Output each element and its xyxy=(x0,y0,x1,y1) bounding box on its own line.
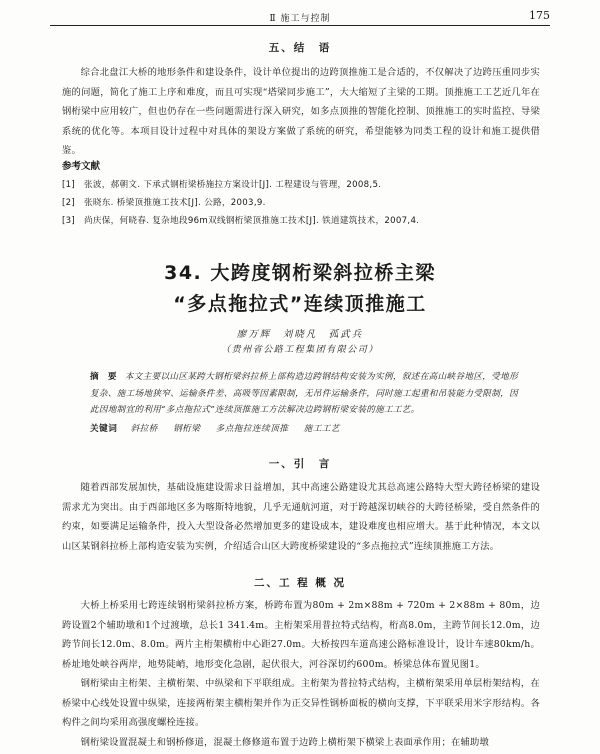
keyword: 斜拉桥 xyxy=(130,424,158,434)
introduction-paragraph: 随着西部发展加快，基础设施建设需求日益增加，其中高速公路建设尤其总高速公路特大型大跨径桥梁的建设需求尤为突出。由于西部地区多为喀斯特地貌，几乎无通航河道，对于跨越深切峡谷的大跨径桥梁，受自然条件的约束，如要满足运输条件，投入大型设备必然增加更多的建设成本，建设难度也相应增大。基于此种情况，本文以山区某钢斜拉桥上部构造安装为实例，介绍适合山区大跨度桥梁建设的“多点拖拉式”连续顶推施工方法。 xyxy=(62,482,540,552)
introduction-heading: 一、引 言 xyxy=(268,458,332,470)
abstract xyxy=(90,369,518,419)
references-title: 参考文献 xyxy=(62,161,101,172)
overview-paragraph-3: 钢桁梁设置混凝土和钢桥修道，混凝土修修道布置于边跨上横桁架下横梁上表面承作用；在辅助墩 xyxy=(80,737,489,748)
abstract-label: 摘 要 xyxy=(90,372,117,382)
keywords xyxy=(90,422,518,434)
running-header xyxy=(50,8,550,26)
reference-list xyxy=(62,176,542,230)
overview-paragraph-2: 钢桁梁由主桁架、主横桁架、中纵梁和下平联组成。主桁架为普拉特式结构，主横桁架采用单层桁架结构，在桥梁中心线处设置中纵梁，连接两桁架主横桁架并作为正交异性钢桥面板的横向支撑，下平联采用米字形结构。各构件之间均采用高强度螺栓连接。 xyxy=(62,678,540,728)
conclusion-paragraph: 综合北盘江大桥的地形条件和建设条件，设计单位提出的边跨顶推施工是合适的，不仅解决了边跨压重同步实施的问题，简化了施工上序和难度，而且可实现“塔梁同步施工”，大大缩短了主梁的工期。顶推施工工艺近几年在钢桁梁中应用较广，但也仍存在一些问题需进行深入研究，如多点顶推的智能化控制、顶推施工的实时监控、导梁系统的优化等。本项目设计过程中对具体的架设方案做了系统的研究，希望能够为同类工程的设计和施工提供借鉴。 xyxy=(62,67,540,156)
reference-item: [3] 尚庆保，何晓春. 复杂地段96m双线钢桁梁顶推施工技术[J]. 铁道建筑技术，2007,4. xyxy=(62,216,420,226)
keyword: 钢桁梁 xyxy=(173,424,201,434)
overview-paragraph-1: 大桥上桥采用七跨连续钢桁梁斜拉桥方案，桥跨布置为80m + 2m×88m + 720m + 2×88m + 80m，边跨设置2个辅助墩和1个过渡墩，总长1 341.4m。主桁架采用普拉特式结构，桁高8.0m，主跨节间长12.0m，边跨节间长12.0m、8.0m。两片主桁架横桁中心距27.0m。大桥按四车道高速公路标准设计，设计车速80km/h。桥址地处峡谷两岸，地势陡峭，地形变化急剧，起伏很大，河谷深切约600m。桥梁总体布置见图1。 xyxy=(62,600,540,670)
reference-item: [1] 张波，郝朝文. 下承式钢桁梁桥施拉方案设计[J]. 工程建设与管理，2008,5. xyxy=(62,180,382,190)
conclusion-heading: 五、结 语 xyxy=(268,42,332,54)
page-number: 175 xyxy=(529,9,550,22)
keyword: 施工工艺 xyxy=(303,424,340,434)
article-affiliation: （贵州省公路工程集团有限公司） xyxy=(221,345,379,355)
keyword: 多点拖拉连续顶推 xyxy=(215,424,289,434)
article-title-line-1: 34. 大跨度钢桁梁斜拉桥主梁 xyxy=(164,262,436,284)
article-authors: 廖万辉 刘晓凡 孤武兵 xyxy=(236,329,364,340)
abstract-text: 本文主要以山区某跨大钢桁梁斜拉桥上部构造边跨钢结构安装为实例，叙述在高山峡谷地区，受地形复杂、施工场地狭窄、运输条件差、高吸等因素限制，无吊件运输条件，同时施工起重和吊装能力受限制，因此因地制宜的利用“多点拖拉式”连续顶推施工方法解决边跨钢桁梁安装的施工工艺。 xyxy=(90,372,518,415)
article-title-line-2: “多点拖拉式”连续顶推施工 xyxy=(173,293,427,315)
keywords-label: 关键词 xyxy=(90,424,118,434)
reference-item: [2] 张晓东. 桥梁顶推施工技术[J]. 公路，2003,9. xyxy=(62,198,266,208)
overview-heading: 二、工 程 概 况 xyxy=(254,577,346,589)
header-section-title: Ⅱ 施工与控制 xyxy=(269,14,331,24)
